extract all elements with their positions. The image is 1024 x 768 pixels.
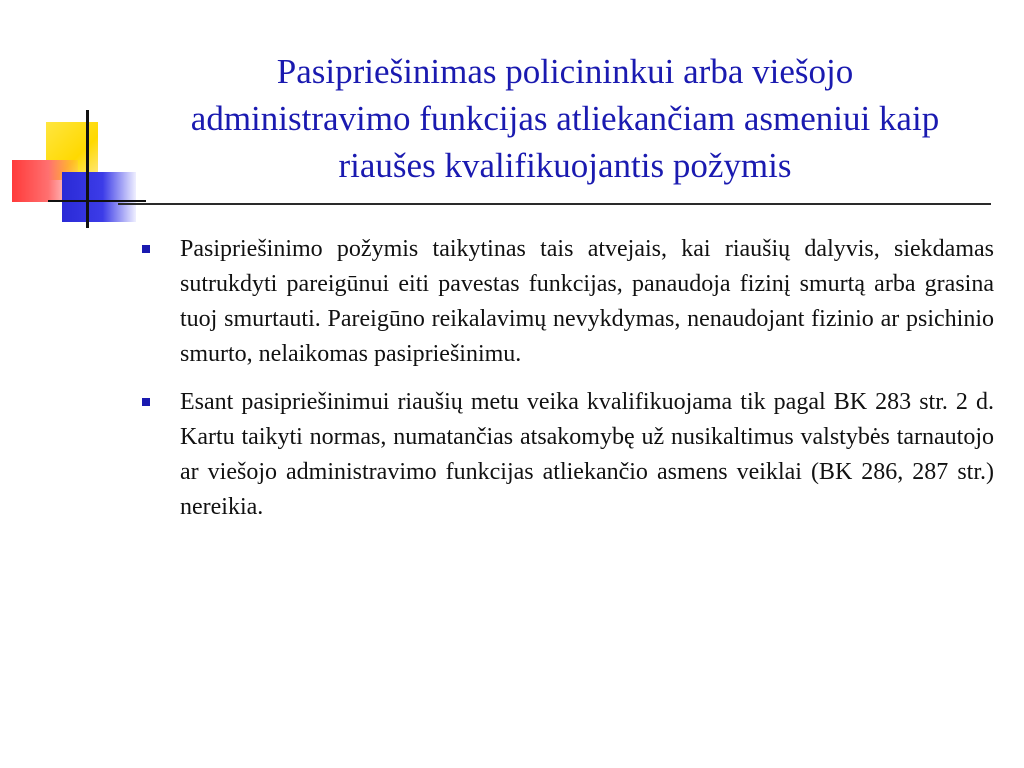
slide-title xyxy=(130,48,1000,189)
title-line: riaušes kvalifikuojantis požymis xyxy=(338,146,792,185)
bullet-item xyxy=(142,232,994,372)
bullet-item xyxy=(142,385,994,525)
title-line: Pasipriešinimas policininkui arba viešojo xyxy=(276,52,854,91)
blue-square xyxy=(62,172,136,222)
bullet-list xyxy=(142,232,994,538)
square-bullet-icon xyxy=(142,245,150,253)
title-divider xyxy=(118,203,991,205)
bullet-text: Pasipriešinimo požymis taikytinas tais atvejais, kai riaušių dalyvis, siekdamas sutrukdyti pareigūnui eiti pavestas funkcijas, panaudoja fizinį smurtą arba grasina tuoj smurtauti. Pareigūno reikalavimų nevykdymas, nenaudojant fizinio ar psichinio smurto, nelaikomas pasipriešinimu. xyxy=(180,236,994,367)
vertical-line xyxy=(86,110,89,228)
square-bullet-icon xyxy=(142,398,150,406)
bullet-text: Esant pasipriešinimui riaušių metu veika kvalifikuojama tik pagal BK 283 str. 2 d. Kartu taikyti normas, numatančias atsakomybę už nusikaltimus valstybės tarnautojo ar viešojo administravimo funkcijas atliekančio asmens veiklai (BK 286, 287 str.) nereikia. xyxy=(180,389,994,520)
title-line: administravimo funkcijas atliekančiam asmeniui kaip xyxy=(190,99,940,138)
horizontal-line xyxy=(48,200,146,202)
